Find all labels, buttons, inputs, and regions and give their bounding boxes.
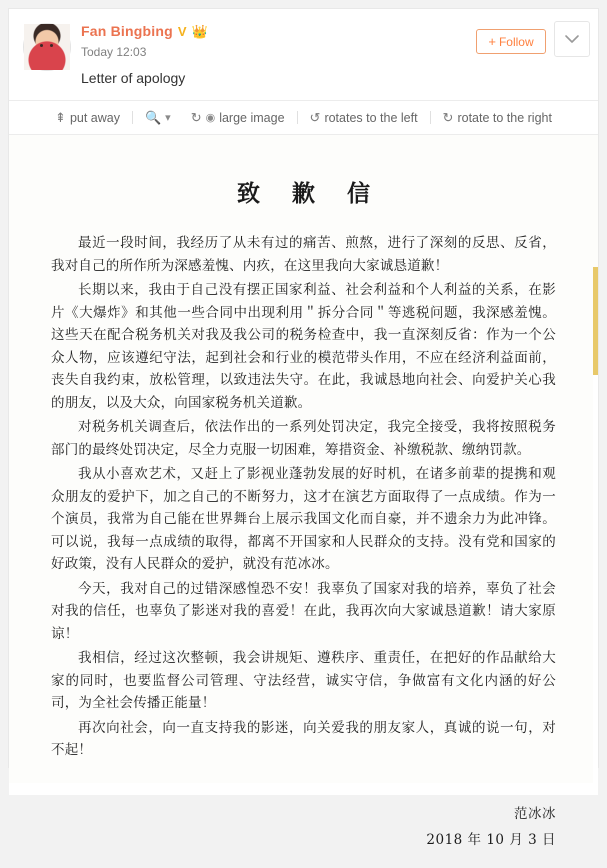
search-icon: 🔍 bbox=[144, 110, 162, 125]
post-header bbox=[9, 9, 598, 100]
rotate-left-button[interactable] bbox=[300, 101, 428, 134]
post-text: Letter of apology bbox=[81, 70, 186, 86]
rotate-left-label: rotates to the left bbox=[324, 110, 418, 125]
more-options-button[interactable] bbox=[554, 21, 590, 57]
rotate-right-button[interactable] bbox=[433, 101, 562, 134]
signature-date: 2018 年 10 月 3 日 bbox=[426, 831, 556, 848]
scroll-track[interactable] bbox=[593, 375, 598, 795]
rotate-icon: ↻ bbox=[190, 110, 202, 125]
circle-icon: ◉ bbox=[205, 112, 216, 124]
avatar[interactable] bbox=[23, 23, 71, 71]
signature-name: 范冰冰 bbox=[514, 805, 556, 822]
document-paragraph: 长期以来，我由于自己没有摆正国家利益、社会利益和个人利益的关系，在影片《大爆炸》和其他一些合同中出现利用＂拆分合同＂等逃税问题，我深感羞愧。这些天在配合税务机关对我及我公司的税务检查中，我一直深刻反省：作为一个公众人物，应该遵纪守法，起到社会和行业的模范带头作用，不应在经济利益面前，丧失自我约束，放松管理，以致违法失守。在此，我诚恳地向社会、向爱护关心我的朋友，以及大众，向国家税务机关道歉。 bbox=[51, 282, 556, 411]
document-paragraph: 我相信，经过这次整顿，我会讲规矩、遵秩序、重责任，在把好的作品献给大家的同时，也要监督公司管理、守法经营，诚实守信，争做富有文化内涵的好公司，为全社会传播正能量！ bbox=[51, 650, 556, 711]
toolbar-divider-3 bbox=[430, 111, 431, 124]
plus-icon: + bbox=[488, 34, 496, 49]
rotate-left-icon: ↺ bbox=[309, 110, 321, 125]
document-paragraph: 我从小喜欢艺术，又赶上了影视业蓬勃发展的好时机，在诸多前辈的提携和观众朋友的爱护下，加之自己的不断努力，这才在演艺方面取得了一点成绩。作为一个演员，我常为自己能在世界舞台上展示我国文化而自豪，并不遗余力为此冲锋。可以说，我每一点成绩的取得，都离不开国家和人民群众的支持。没有党和国家的好政策，没有人民群众的爱护，就没有范冰冰。 bbox=[51, 466, 556, 572]
document-bottom-edge bbox=[9, 783, 598, 795]
post-timestamp: Today 12:03 bbox=[81, 45, 147, 59]
verified-icon: V bbox=[177, 23, 187, 39]
avatar-eye-right bbox=[50, 44, 53, 47]
rotate-right-label: rotate to the right bbox=[457, 110, 552, 125]
put-away-button[interactable] bbox=[45, 101, 130, 134]
image-toolbar bbox=[9, 100, 598, 135]
document-title: 致 歉 信 bbox=[236, 180, 382, 207]
rotate-right-icon: ↻ bbox=[442, 110, 454, 125]
document-paragraph: 再次向社会，向一直支持我的影迷，向关爱我的朋友家人，真诚的说一句，对不起！ bbox=[51, 719, 556, 758]
weibo-post-card bbox=[8, 8, 599, 848]
follow-button-label: Follow bbox=[498, 34, 534, 49]
chevron-down-icon: ▾ bbox=[165, 112, 171, 124]
crown-icon: 👑 bbox=[191, 23, 208, 39]
follow-button[interactable] bbox=[476, 29, 546, 54]
document-signature bbox=[51, 802, 556, 848]
put-away-label: put away bbox=[69, 110, 120, 125]
avatar-image bbox=[24, 24, 70, 70]
large-image-button[interactable] bbox=[181, 101, 295, 134]
document-paragraph: 对税务机关调查后，依法作出的一系列处罚决定，我完全接受，我将按照税务部门的最终处罚决定，尽全力克服一切困难，筹措资金、补缴税款、缴纳罚款。 bbox=[51, 419, 556, 458]
zoom-button[interactable] bbox=[135, 101, 181, 134]
document-image-viewer[interactable] bbox=[9, 135, 598, 848]
apology-letter-document bbox=[9, 135, 598, 868]
author-name[interactable]: Fan Bingbing bbox=[81, 23, 173, 39]
toolbar-divider bbox=[132, 111, 133, 124]
large-image-label: large image bbox=[219, 110, 285, 125]
document-paragraph: 今天，我对自己的过错深感惶恐不安！我辜负了国家对我的培养，辜负了社会对我的信任，也辜负了影迷对我的喜爱！在此，我再次向大家诚恳道歉！请大家原谅！ bbox=[51, 580, 556, 642]
put-away-icon: ⇞ bbox=[55, 110, 66, 125]
toolbar-divider-2 bbox=[297, 111, 298, 124]
avatar-eye-left bbox=[40, 44, 43, 47]
scroll-indicator[interactable] bbox=[593, 267, 598, 375]
document-paragraph: 最近一段时间，我经历了从未有过的痛苦、煎熬，进行了深刻的反思、反省，我对自己的所作所为深感羞愧、内疚，在这里我向大家诚恳道歉！ bbox=[51, 235, 556, 274]
chevron-down-icon bbox=[565, 35, 579, 44]
